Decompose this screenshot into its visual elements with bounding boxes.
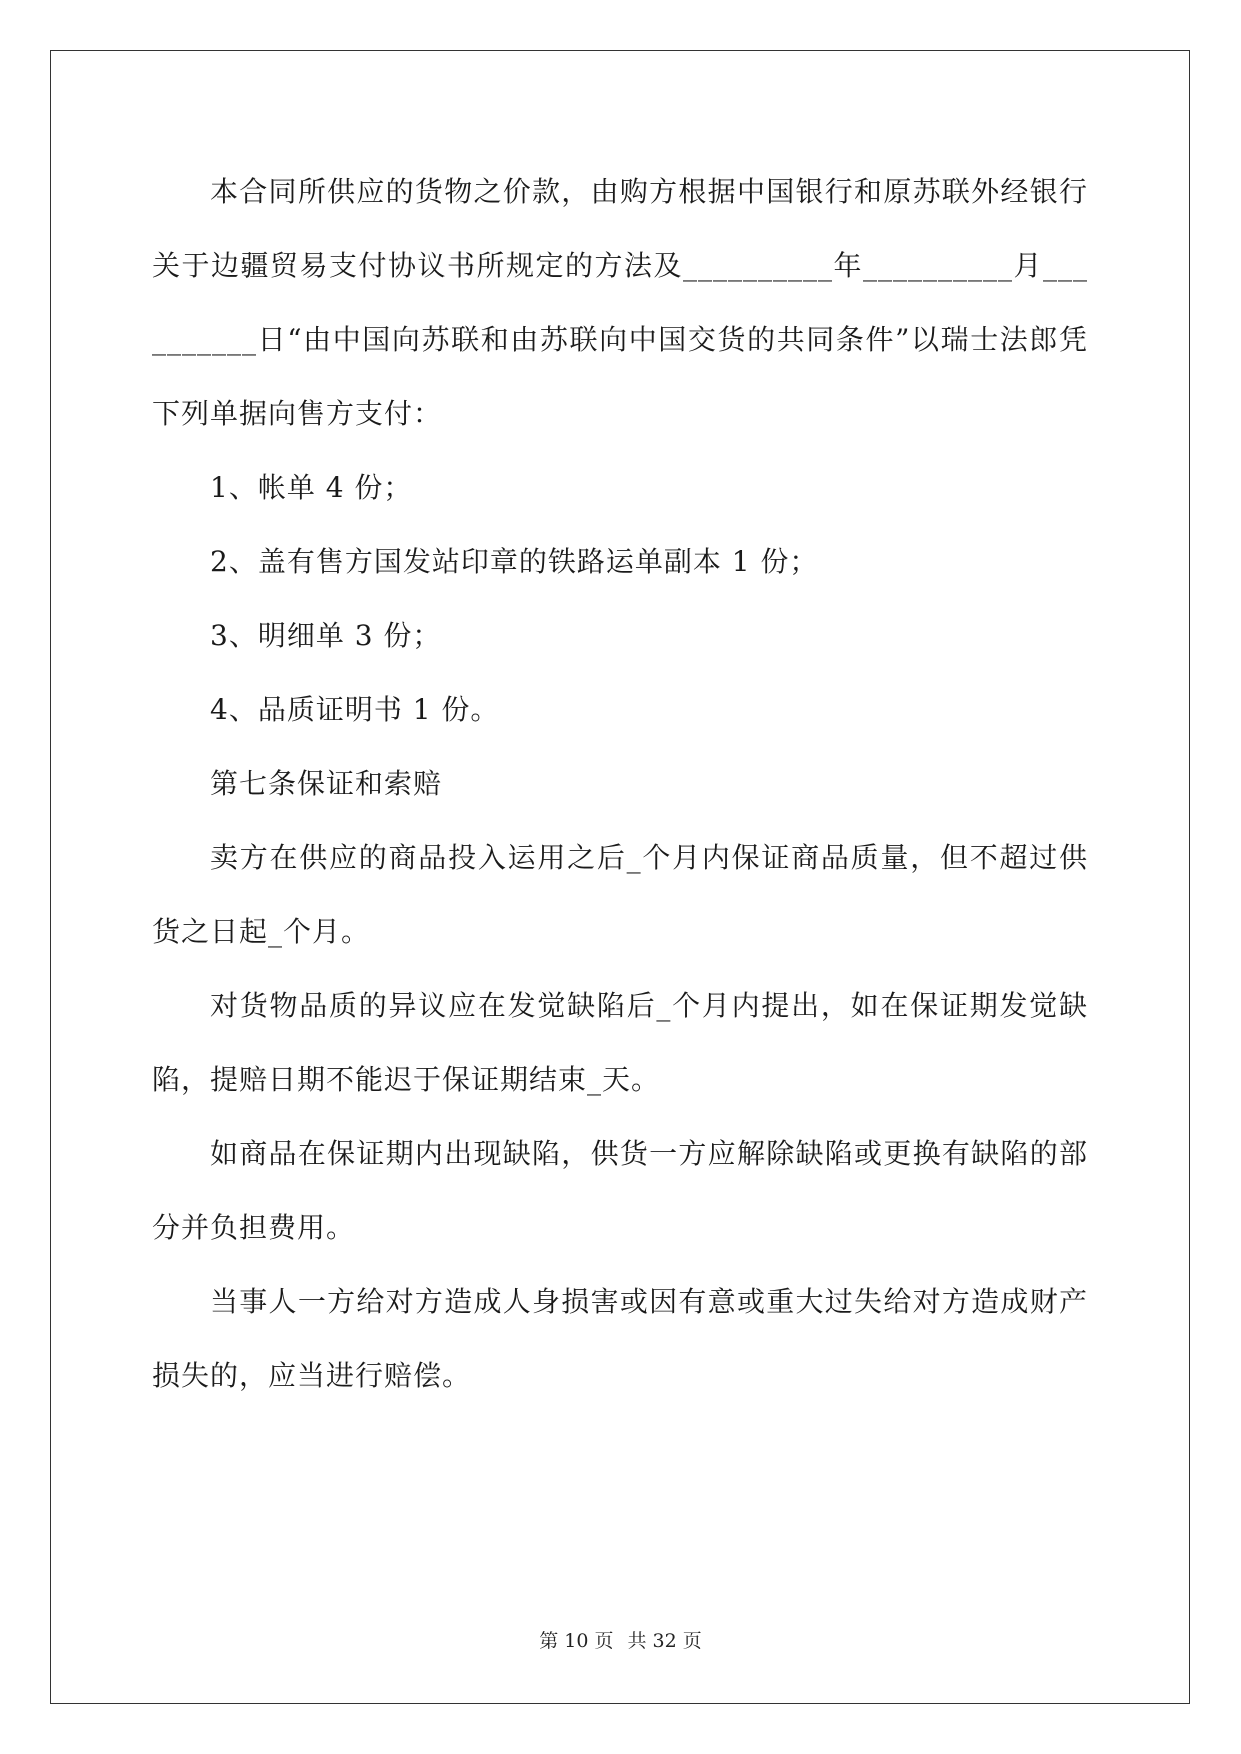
page-number: 第 10 页 bbox=[539, 1630, 614, 1652]
page-footer bbox=[0, 1626, 1241, 1653]
paragraph-warranty-period: 卖方在供应的商品投入运用之后_个月内保证商品质量，但不超过供货之日起_个月。 bbox=[152, 841, 1088, 948]
paragraph-payment-terms: 本合同所供应的货物之价款，由购方根据中国银行和原苏联外经银行关于边疆贸易支付协议书所规定的方法及__________年__________月__________日“由中国向苏联和由苏联向中国交货的共同条件”以瑞士法郎凭下列单据向售方支付： bbox=[152, 175, 1088, 430]
page-total: 共 32 页 bbox=[627, 1630, 702, 1652]
section-heading-article-7: 第七条保证和索赔 bbox=[210, 767, 443, 800]
list-item-detail-list: 3、明细单 3 份； bbox=[210, 619, 442, 652]
document-body bbox=[152, 155, 1088, 1413]
paragraph-defect-remedy: 如商品在保证期内出现缺陷，供货一方应解除缺陷或更换有缺陷的部分并负担费用。 bbox=[152, 1137, 1088, 1244]
paragraph-damages: 当事人一方给对方造成人身损害或因有意或重大过失给对方造成财产损失的，应当进行赔偿。 bbox=[152, 1285, 1088, 1392]
list-item-invoice: 1、帐单 4 份； bbox=[210, 471, 413, 504]
list-item-railway-bill: 2、盖有售方国发站印章的铁路运单副本 1 份； bbox=[210, 545, 819, 578]
list-item-quality-certificate: 4、品质证明书 1 份。 bbox=[210, 693, 500, 726]
paragraph-quality-objection: 对货物品质的异议应在发觉缺陷后_个月内提出，如在保证期发觉缺陷，提赔日期不能迟于保证期结束_天。 bbox=[152, 989, 1088, 1096]
